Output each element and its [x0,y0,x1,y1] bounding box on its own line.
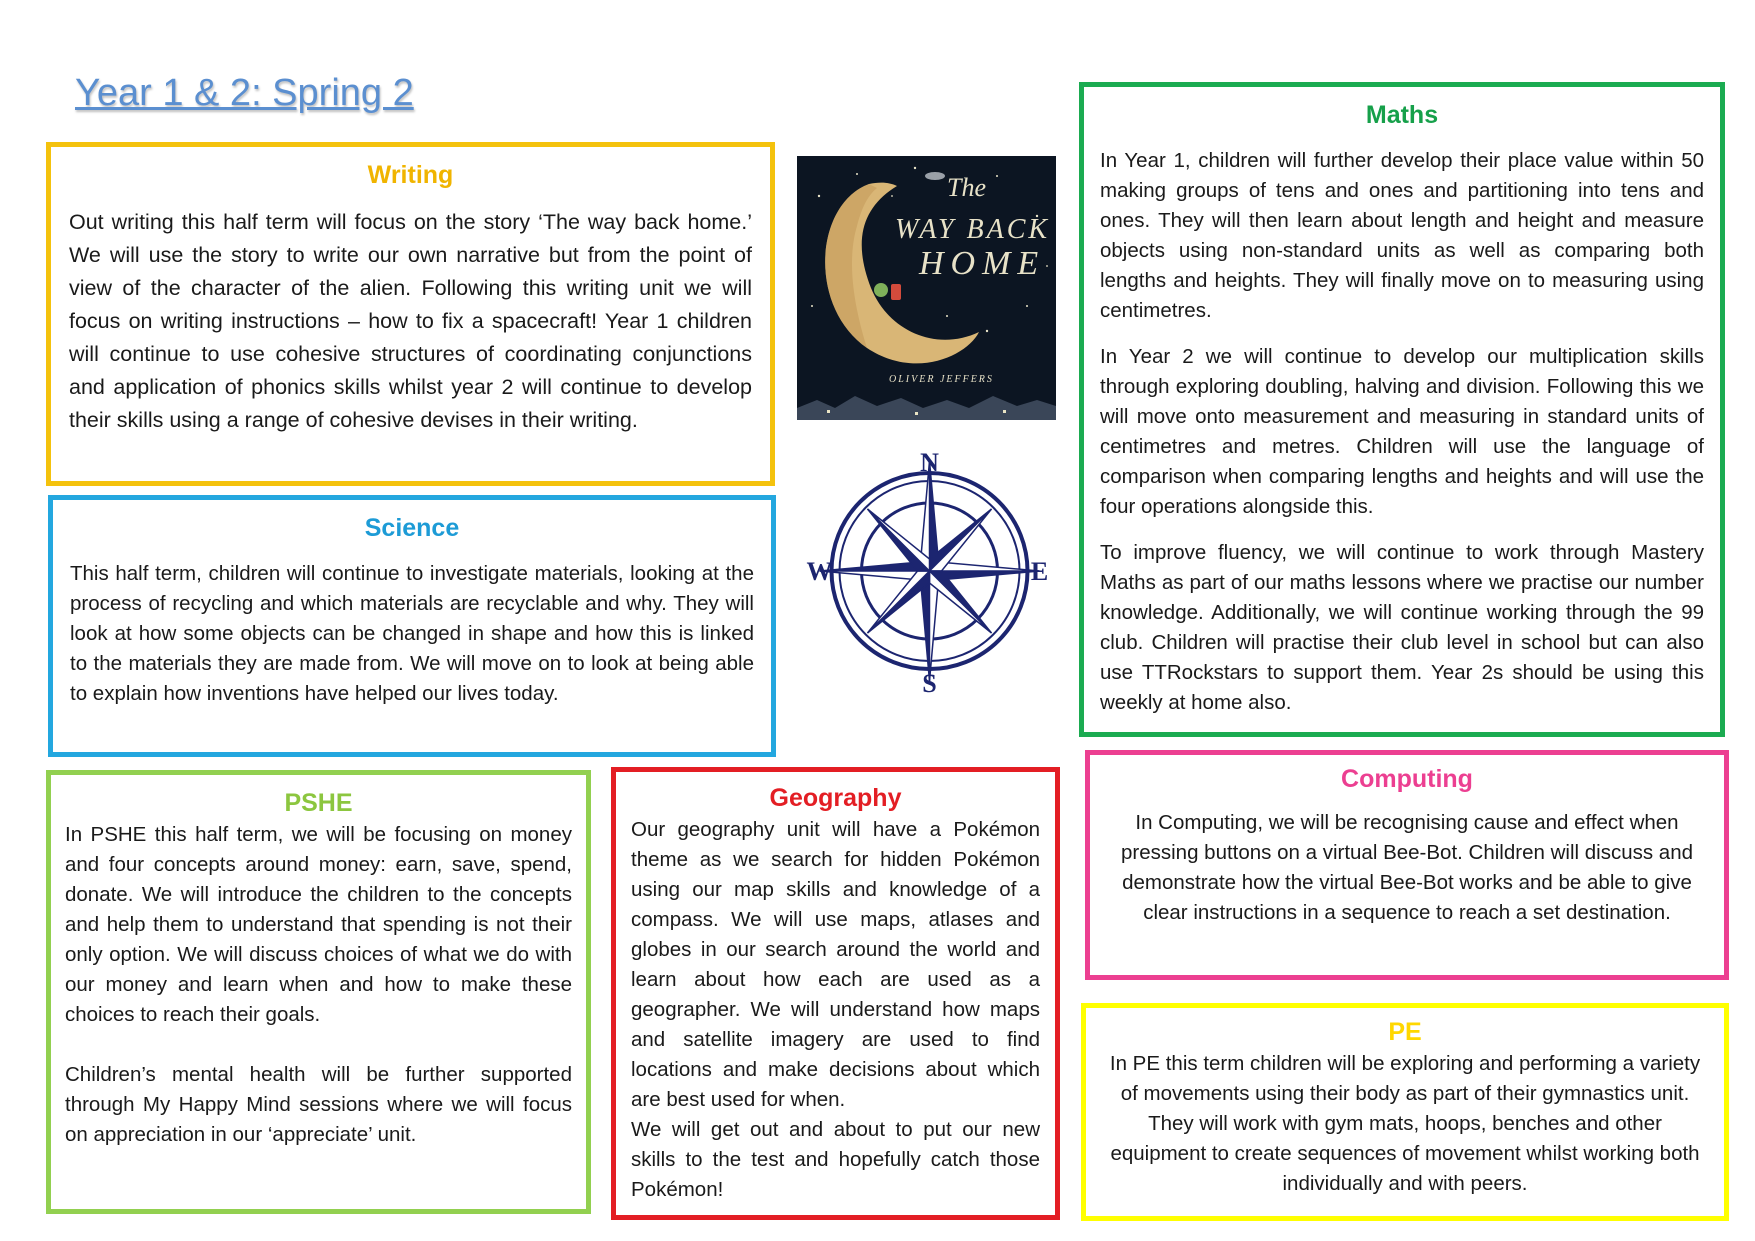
book-cover-image [797,156,1056,420]
pshe-paragraph-mental-health: Children’s mental health will be further supported through My Happy Mind sessions where we will focus on appreciation in our ‘appreciate’ unit. [65,1063,572,1146]
pshe-panel [46,770,591,1214]
pshe-heading: PSHE [284,789,353,817]
geography-panel [611,767,1060,1220]
maths-panel [1079,82,1725,737]
maths-paragraph-fluency: To improve fluency, we will continue to work through Mastery Maths as part of our maths lessons where we practise our number knowledge. Additionally, we will continue working through the 99 club. Children will practise their club level in school but can also use TTRockstars to support them. Year 2s should be using this weekly at home also. [1100,541,1704,714]
science-heading: Science [364,514,460,542]
compass-north-label: N [920,448,939,477]
compass-west-label: W [806,557,833,586]
geography-heading: Geography [769,784,902,812]
pe-text: In PE this term children will be exploring and performing a variety of movements using their body as part of their gymnastics unit. They will work with gym mats, hoops, benches and other equipment to create sequences of movement whilst working both individually and with peers. [1109,1052,1701,1195]
book-title-the: The [947,173,986,202]
book-author: OLIVER JEFFERS [889,374,994,385]
writing-text: Out writing this half term will focus on the story ‘The way back home.’ We will use the story to write our own narrative but from the point of view of the character of the alien. Following this writing unit we will focus on writing instructions – how to fix a spacecraft! Year 1 children will continue to use cohesive structures of coordinating conjunctions and application of phonics skills whilst year 2 will continue to develop their skills using a range of cohesive devises in their writing. [69,210,752,432]
maths-paragraph-year1: In Year 1, children will further develop their place value within 50 making groups of tens and ones and partitioning into tens and ones. They will then learn about length and height and measure objects using non-standard units as well as comparing both lengths and heights. They will finally move on to measuring using centimetres. [1100,149,1704,322]
pe-panel [1081,1003,1729,1221]
computing-text: In Computing, we will be recognising cause and effect when pressing buttons on a virtual Bee-Bot. Children will discuss and demonstrate how the virtual Bee-Bot works and be able to give clear instructions in a sequence to reach a set destination. [1120,811,1694,924]
science-panel [48,495,776,757]
writing-heading: Writing [367,161,454,189]
computing-panel [1085,750,1729,980]
geography-paragraph-outdoor: We will get out and about to put our new skills to the test and hopefully catch those Pokémon! [631,1118,1040,1201]
compass-rose-icon [803,446,1056,696]
pshe-paragraph-money: In PSHE this half term, we will be focusing on money and four concepts around money: earn, save, spend, donate. We will introduce the children to the concepts and help them to understand that spending is not their only option. We will discuss choices of what we do with our money and learn when and how to make these choices to reach their goals. [65,823,572,1026]
compass-east-label: E [1030,557,1049,586]
maths-paragraph-year2: In Year 2 we will continue to develop our multiplication skills through exploring doubling, halving and division. Following this we will move onto measurement and measuring in standard units of centimetres and metres. Children will use the language of comparison when comparing lengths and heights and will use the four operations alongside this. [1100,345,1704,518]
geography-paragraph-unit: Our geography unit will have a Pokémon theme as we search for hidden Pokémon using our map skills and knowledge of a compass. We will use maps, atlases and globes in our search around the world and learn about how each are used as a geographer. We will understand how maps and satellite imagery are used to find locations and make decisions about which are best used for when. [631,818,1040,1111]
book-title-home: HOME [919,245,1046,282]
compass-south-label: S [922,669,937,696]
page-title: Year 1 & 2: Spring 2 [75,72,414,114]
book-title-way-back: WAY BACK [895,214,1051,245]
maths-heading: Maths [1365,101,1439,129]
computing-heading: Computing [1341,765,1473,793]
science-text: This half term, children will continue to investigate materials, looking at the process of recycling and which materials are recyclable and why. They will look at how some objects can be changed in shape and how this is linked to the materials they are made from. We will move on to look at being able to explain how inventions have helped our lives today. [70,562,754,705]
pe-heading: PE [1388,1018,1422,1046]
writing-panel [46,142,775,486]
